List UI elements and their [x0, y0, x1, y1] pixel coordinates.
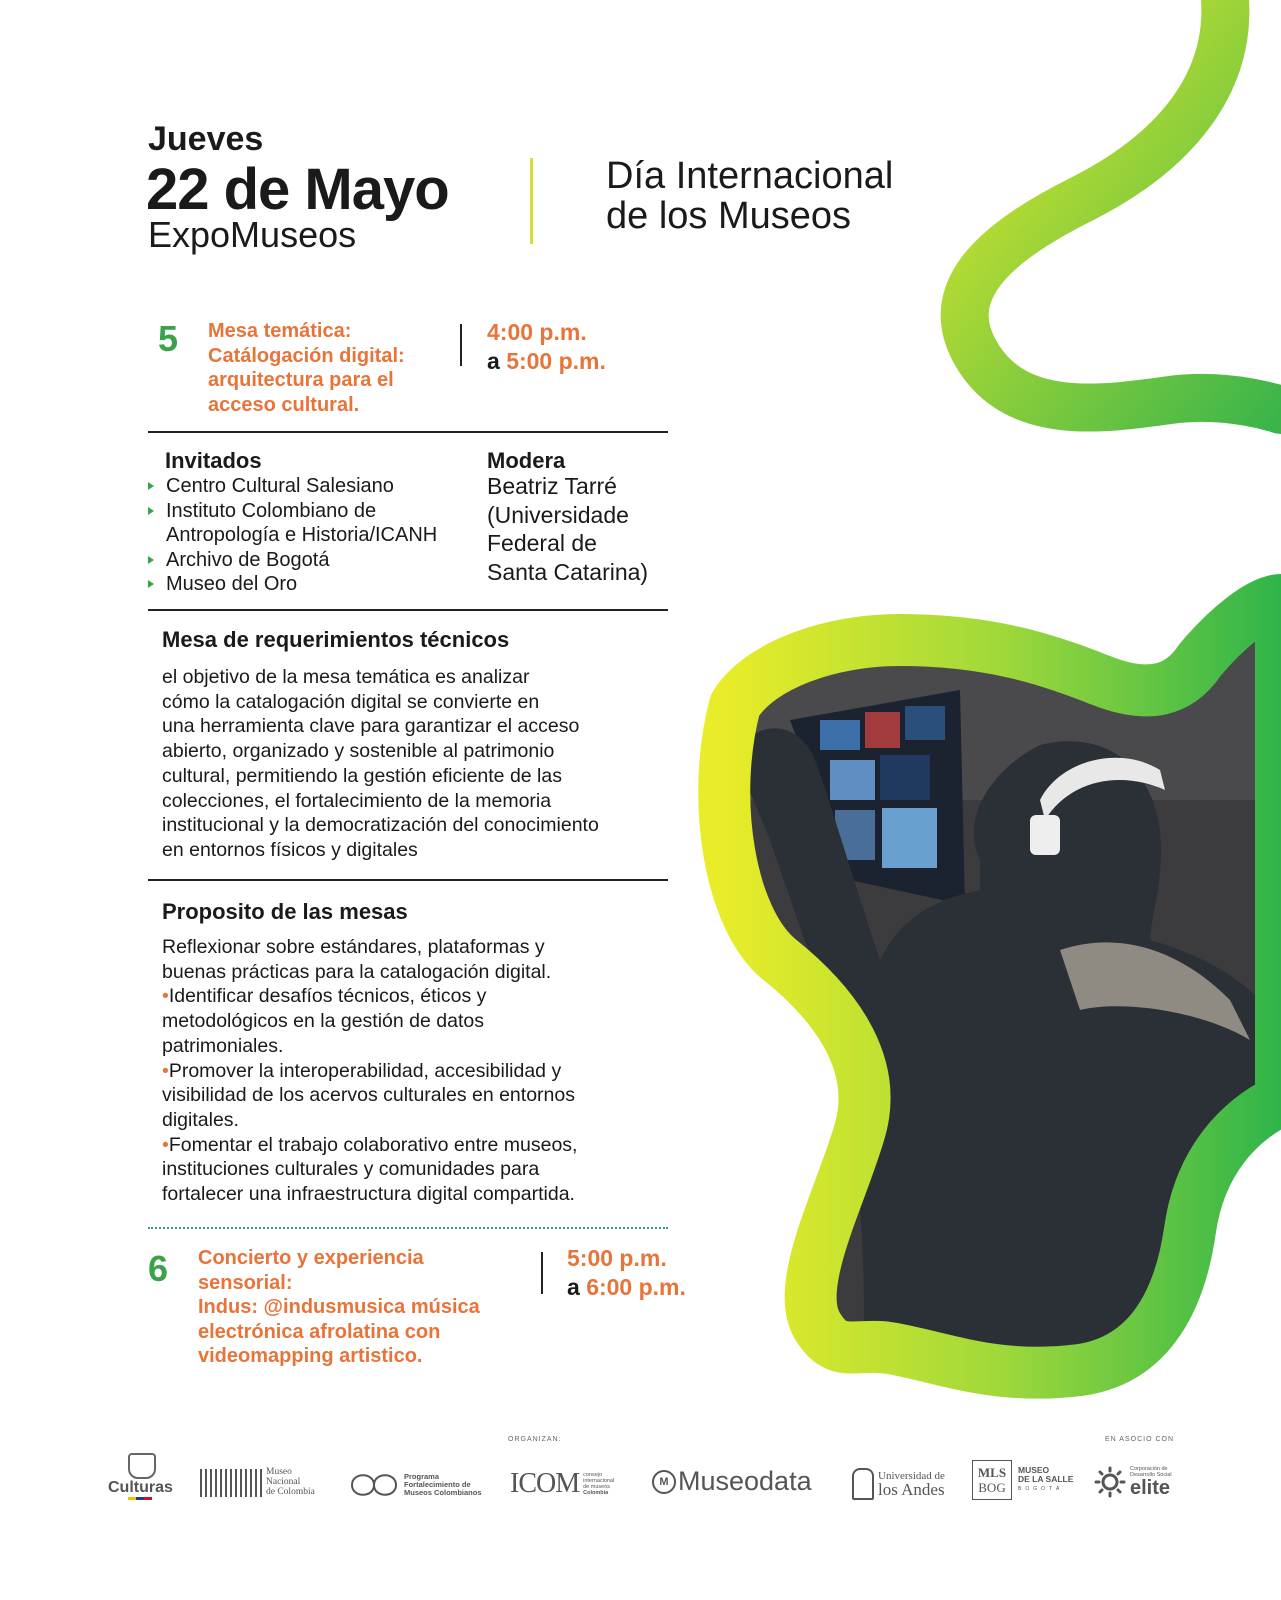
divider-2 [148, 609, 668, 611]
session-5-title-line: Mesa temática: [208, 320, 352, 342]
list-item: Museo del Oro [148, 572, 468, 597]
partner-label: EN ASOCIO CON [1105, 1436, 1175, 1443]
purpose-paragraph: Reflexionar sobre estándares, plataformas y buenas prácticas para la catalogación digital. •Identificar desafíos técnicos, éticos y metodológicos en la gestión de datos patrimoniales. •Promover la interoperabilidad, accesibilidad y visibilidad de los acervos culturales en entornos digitales. •Fomentar el trabajo colaborativo entre museos, instituciones culturales y comunidades para fortalecer una infraestructura digital compartida. [162, 936, 578, 1206]
mls-bog-logo: MLS BOG MUSEO DE LA SALLE BOGOTÁ [972, 1460, 1073, 1500]
session-5-time-start: 4:00 p.m. [487, 319, 587, 345]
moderator-name: Beatriz Tarré (Universidade Federal de Santa Catarina) [487, 473, 649, 585]
session-5-title-line: arquitectura para el [208, 369, 394, 391]
technical-paragraph: el objetivo de la mesa temática es analizar cómo la catalogación digital se convierte en una herramienta clave para garantizar el acceso abierto, organizado y sostenible al patrimonio cultural, permitiendo la gestión eficiente de las colecciones, el fortalecimiento de la memoria institucional y la democratización del conocimiento en entornos físicos y digitales [162, 666, 599, 861]
session-6-title: Concierto y experiencia sensorial: Indus: @indusmusica música electrónica afrolatina con videomapping artistico. [198, 1247, 480, 1367]
museodata-icon: M [652, 1470, 676, 1494]
museo-nacional-logo: Museo Nacional de Colombia [200, 1467, 315, 1497]
session-6-divider [541, 1252, 543, 1294]
elite-logo: Corporación de Desarrollo Social elite [1094, 1466, 1172, 1498]
session-6-time [567, 1244, 686, 1302]
divider-3 [148, 879, 668, 881]
session-6-time-start: 5:00 p.m. [567, 1245, 667, 1271]
session-5-divider [460, 324, 462, 366]
header-title [606, 156, 893, 236]
list-item: Instituto Colombiano de Antropología e Historia/ICANH [148, 499, 468, 548]
organizers-label: ORGANIZAN: [508, 1436, 562, 1443]
session-5-title [208, 319, 405, 417]
culturas-logo: Culturas [108, 1453, 173, 1500]
session-5-time [487, 318, 606, 376]
header-day: Jueves [148, 120, 264, 158]
session-6-number: 6 [148, 1248, 169, 1289]
icom-logo: ICOM consejo internacional de museos Colombia [510, 1468, 615, 1499]
header-title-line-1: Día Internacional [606, 155, 894, 197]
elite-sun-icon [1094, 1466, 1126, 1498]
purpose-heading: Proposito de las mesas [162, 899, 408, 924]
header-date: 22 de Mayo [146, 157, 449, 222]
technical-heading: Mesa de requerimientos técnicos [162, 627, 510, 652]
session-5-time-connector: a [487, 348, 500, 374]
dotted-divider [148, 1227, 668, 1229]
list-item: Centro Cultural Salesiano [148, 474, 468, 499]
session-5-title-line: Catálogación digital: [208, 344, 405, 367]
andes-logo: Universidad de los Andes [852, 1468, 945, 1500]
moderator-heading: Modera [487, 448, 566, 473]
session-5-title-line: acceso cultural. [208, 393, 360, 416]
session-5-number: 5 [158, 318, 179, 359]
divider-1 [148, 431, 668, 433]
header-event: ExpoMuseos [148, 214, 357, 255]
programa-logo: Programa Fortalecimiento de Museos Colombianos [348, 1470, 482, 1500]
header-title-line-2: de los Museos [606, 195, 852, 237]
museodata-logo: M Museodata [652, 1466, 812, 1497]
session-6-time-connector: a [567, 1274, 580, 1300]
header-divider [530, 158, 533, 244]
session-6-time-end: 6:00 p.m. [586, 1274, 686, 1300]
session-5-time-end: 5:00 p.m. [506, 348, 606, 374]
guests-heading: Invitados [165, 448, 262, 473]
guests-list [148, 474, 468, 597]
list-item: Archivo de Bogotá [148, 548, 468, 573]
